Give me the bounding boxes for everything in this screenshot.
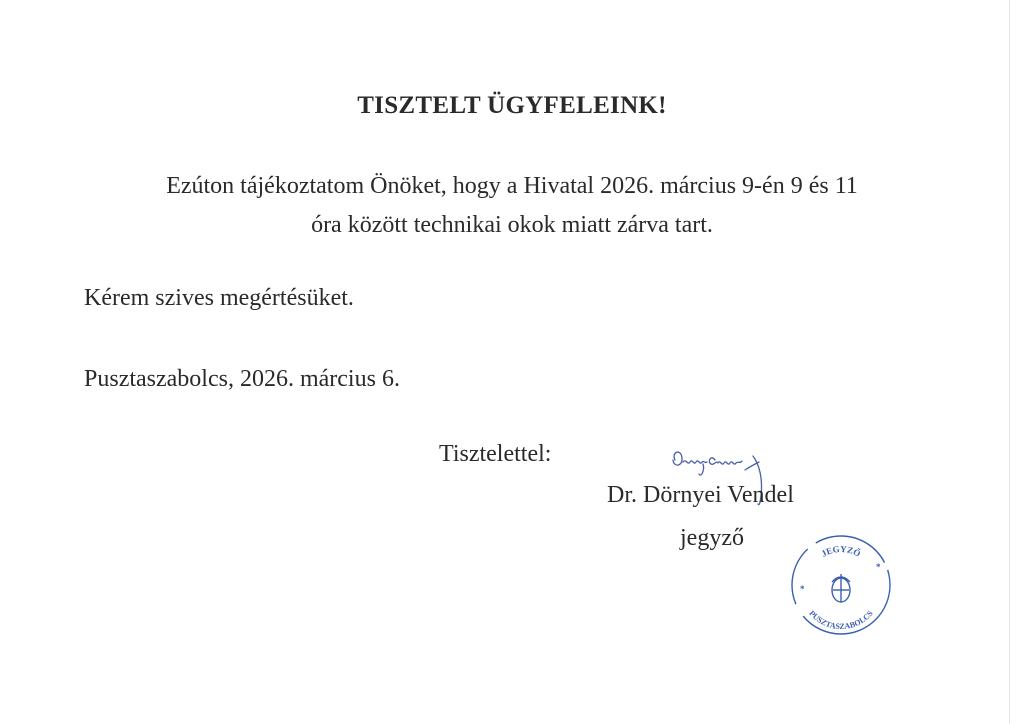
stamp-top-text: JEGYZŐ: [819, 543, 863, 559]
svg-text:*: *: [876, 562, 881, 572]
stamp-bottom-text: PUSZTASZABOLCS: [807, 608, 875, 632]
svg-text:*: *: [800, 584, 805, 594]
notice-title: TISZTELT ÜGYFELEINK!: [357, 92, 667, 119]
signer-name: Dr. Dörnyei Vendel: [607, 482, 794, 508]
svg-text:JEGYZŐ: [820, 544, 863, 559]
notice-body-line-2: óra között technikai okok miatt zárva tart.: [311, 212, 713, 238]
notice-place-date: Pusztaszabolcs, 2026. március 6.: [84, 366, 400, 392]
notice-body-line-1: Ezúton tájékoztatom Önöket, hogy a Hivatal 2026. március 9-én 9 és 11: [166, 173, 858, 199]
notice-closing: Tisztelettel:: [439, 441, 552, 467]
official-stamp-seal: [786, 530, 896, 640]
signer-title: jegyző: [680, 525, 744, 551]
notice-request: Kérem szives megértésüket.: [84, 285, 354, 311]
